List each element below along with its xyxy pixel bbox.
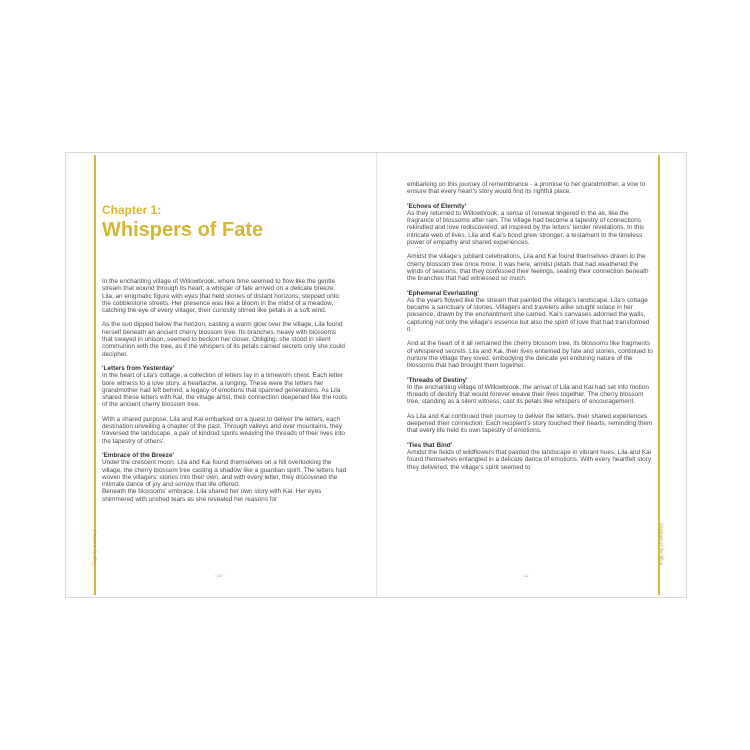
section-text: Amidst the fields of wildflowers that painted the landscape in vibrant hues, Lila and Kai found themselves entangled in a delicate dance of emotions. With every heartfelt story they delivered, the village's spirit seemed to xyxy=(407,448,652,471)
paragraph: In the enchanting village of Willowbrook, where time seemed to flow like the gentle stream that wound through its heart, a whisper of fate arrived on a delicate breeze. Lila, an enigmatic figure with eyes that held stories of distant horizons, stepped onto the cobblestone streets. Her presence was like a bloom in the midst of a meadow, catching the eye of every villager, their curiosity stirred like petals in a soft wind. xyxy=(102,278,339,315)
section-heading: 'Embrace of the Breeze' xyxy=(102,451,174,459)
paragraph: Amidst the village's jubilant celebrations, Lila and Kai found themselves drawn to the cherry blossom tree once more. It was here, amidst petals that had weathered the winds of seasons, that they confessed their feelings, sealing their connection beneath the branches that had witnessed so much. xyxy=(407,253,649,283)
section xyxy=(407,377,653,406)
chapter-label: Chapter 1: xyxy=(102,203,162,217)
section-heading: 'Ties that Bind' xyxy=(407,441,453,449)
right-page xyxy=(407,181,653,478)
section-text: As they returned to Willowbrook, a sense of renewal lingered in the air, like the fragrance of blossoms after rain. The village had become a tapestry of connections rekindled and love rediscovered, all inspired by the letters' tender revelations. In this intricate web of lives, Lila and Kai's bond grew stronger, a testament to the timeless power of empathy and shared experiences. xyxy=(407,209,645,247)
section xyxy=(407,290,653,334)
section xyxy=(407,442,653,471)
book-spread xyxy=(65,152,687,598)
right-side-label: Shadows of the Wind xyxy=(659,523,664,566)
page-number-left: - 10 - xyxy=(214,573,225,578)
chapter-title: Whispers of Fate xyxy=(102,219,264,241)
page-number-right: - 11 - xyxy=(521,573,532,578)
page-gutter xyxy=(376,153,377,597)
section-heading: 'Threads of Destiny' xyxy=(407,376,468,384)
section xyxy=(102,452,348,503)
section-text: In the heart of Lila's cottage, a collection of letters lay in a timeworn chest. Each letter bore witness to a love story, a heartache, a longing. These were the letters her grandmother had left behind, a legacy of emotions that spanned generations. As Lila shared these letters with Kai, the village artist, their connection deepened like the roots of the ancient cherry blossom tree. xyxy=(102,372,348,409)
section-heading: 'Ephemeral Everlasting' xyxy=(407,289,479,297)
section-heading: 'Letters from Yesterday' xyxy=(102,364,175,372)
section xyxy=(407,203,653,247)
paragraph: As the sun dipped below the horizon, casting a warm glow over the village, Lila found herself beneath an ancient cherry blossom tree. Its branches, heavy with blossoms that swayed in unison, seemed to beckon her closer. Obliging, she stood in silent communion with the tree, as if the whispers of its petals carried secrets only she could decipher. xyxy=(102,321,345,358)
section-text: In the enchanting village of Willowbrook, the arrival of Lila and Kai had set into motion threads of destiny that would forever weave their lives together. The cherry blossom tree, standing as a silent witness, cast its petals like whispers of encouragement. xyxy=(407,383,649,406)
left-page xyxy=(102,203,348,510)
left-side-label: Page by a writeup xyxy=(92,528,97,565)
paragraph: And at the heart of it all remained the cherry blossom tree, its blossoms like fragments of whispered secrets. Lila and Kai, their lives entwined by fate and stories, continued to nurture the village they loved, embodying the delicate yet enduring nature of the blossoms that had brought them together. xyxy=(407,340,653,370)
section-text-continued: Beneath the blossoms' embrace, Lila shared her own story with Kai. Her eyes shimmered with unshed tears as she revealed her reasons for xyxy=(102,488,322,503)
paragraph: With a shared purpose, Lila and Kai embarked on a quest to deliver the letters, each destination unveiling a chapter of the past. Through valleys and over mountains, they traversed the landscape, a pair of kindred spirits weaving the threads of their lives into the tapestry of others'. xyxy=(102,415,345,445)
section-heading: 'Echoes of Eternity' xyxy=(407,202,467,210)
paragraph: embarking on this journey of remembrance - a promise to her grandmother, a vow to ensure that every heart's story would find its rightful place. xyxy=(407,181,646,196)
paragraph: As Lila and Kai continued their journey to deliver the letters, their shared experiences deepened their connection. Each recipient's story touched their hearts, reminding them that every life held its own tapestry of emotions. xyxy=(407,412,653,435)
section-text: As the years flowed like the stream that painted the village's landscape, Lila's cottage became a sanctuary of stories. Villagers and travelers alike sought solace in her presence, drawn by the enchantment she carried. Kai's canvases adorned the walls, capturing not only the village's essence but also the spirit of love that had transformed it. xyxy=(407,296,650,334)
section-text: Under the crescent moon, Lila and Kai found themselves on a hill overlooking the village, the cherry blossom tree casting a shadow like a guardian spirit. The letters had woven the villagers' stories into their own, and with every letter, they discovered the intimate dance of joy and sorrow that life offered. xyxy=(102,459,347,489)
section xyxy=(102,365,348,409)
